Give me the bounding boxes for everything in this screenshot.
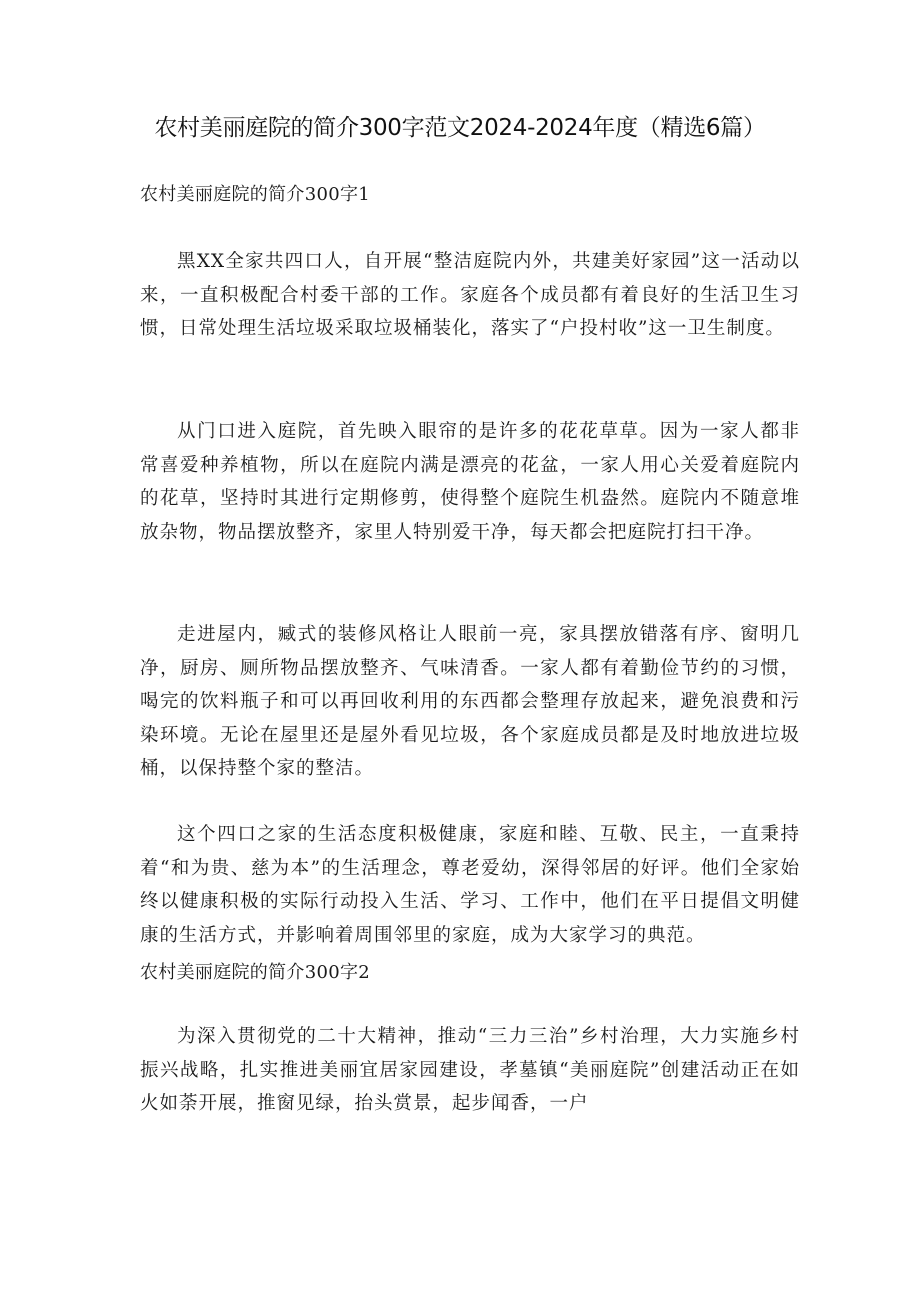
paragraph: 这个四口之家的生活态度积极健康，家庭和睦、互敬、民主，一直秉持着“和为贵、慈为本”的生活理念，尊老爱幼，深得邻居的好评。他们全家始终以健康积极的实际行动投入生活、学习、工作中，他们在平日提倡文明健康的生活方式，并影响着周围邻里的家庭，成为大家学习的典范。 <box>140 824 800 946</box>
section-heading-2: 农村美丽庭院的简介300字2 <box>140 962 371 983</box>
paragraph: 黑XX全家共四口人，自开展“整洁庭院内外，共建美好家园”这一活动以来，一直积极配合村委干部的工作。家庭各个成员都有着良好的生活卫生习惯，日常处理生活垃圾采取垃圾桶装化，落实了“户投村收”这一卫生制度。 <box>140 251 800 339</box>
section-heading-1: 农村美丽庭院的简介300字1 <box>140 184 371 205</box>
paragraph: 为深入贯彻党的二十大精神，推动“三力三治”乡村治理，大力实施乡村振兴战略，扎实推进美丽宜居家园建设，孝墓镇“美丽庭院”创建活动正在如火如荼开展，推窗见绿，抬头赏景，起步闻香，一户 <box>140 1026 800 1114</box>
paragraph: 走进屋内，臧式的装修风格让人眼前一亮，家具摆放错落有序、窗明几净，厨房、厕所物品摆放整齐、气味清香。一家人都有着勤俭节约的习惯，喝完的饮料瓶子和可以再回收利用的东西都会整理存放起来，避免浪费和污染环境。无论在屋里还是屋外看见垃圾，各个家庭成员都是及时地放进垃圾桶，以保持整个家的整洁。 <box>140 624 800 779</box>
document-title: 农村美丽庭院的简介300字范文2024-2024年度（精选6篇） <box>154 115 766 141</box>
paragraph: 从门口进入庭院，首先映入眼帘的是许多的花花草草。因为一家人都非常喜爱种养植物，所以在庭院内满是漂亮的花盆，一家人用心关爱着庭院内的花草，坚持时其进行定期修剪，使得整个庭院生机盎然。庭院内不随意堆放杂物，物品摆放整齐，家里人特别爱干净，每天都会把庭院打扫干净。 <box>140 421 800 543</box>
